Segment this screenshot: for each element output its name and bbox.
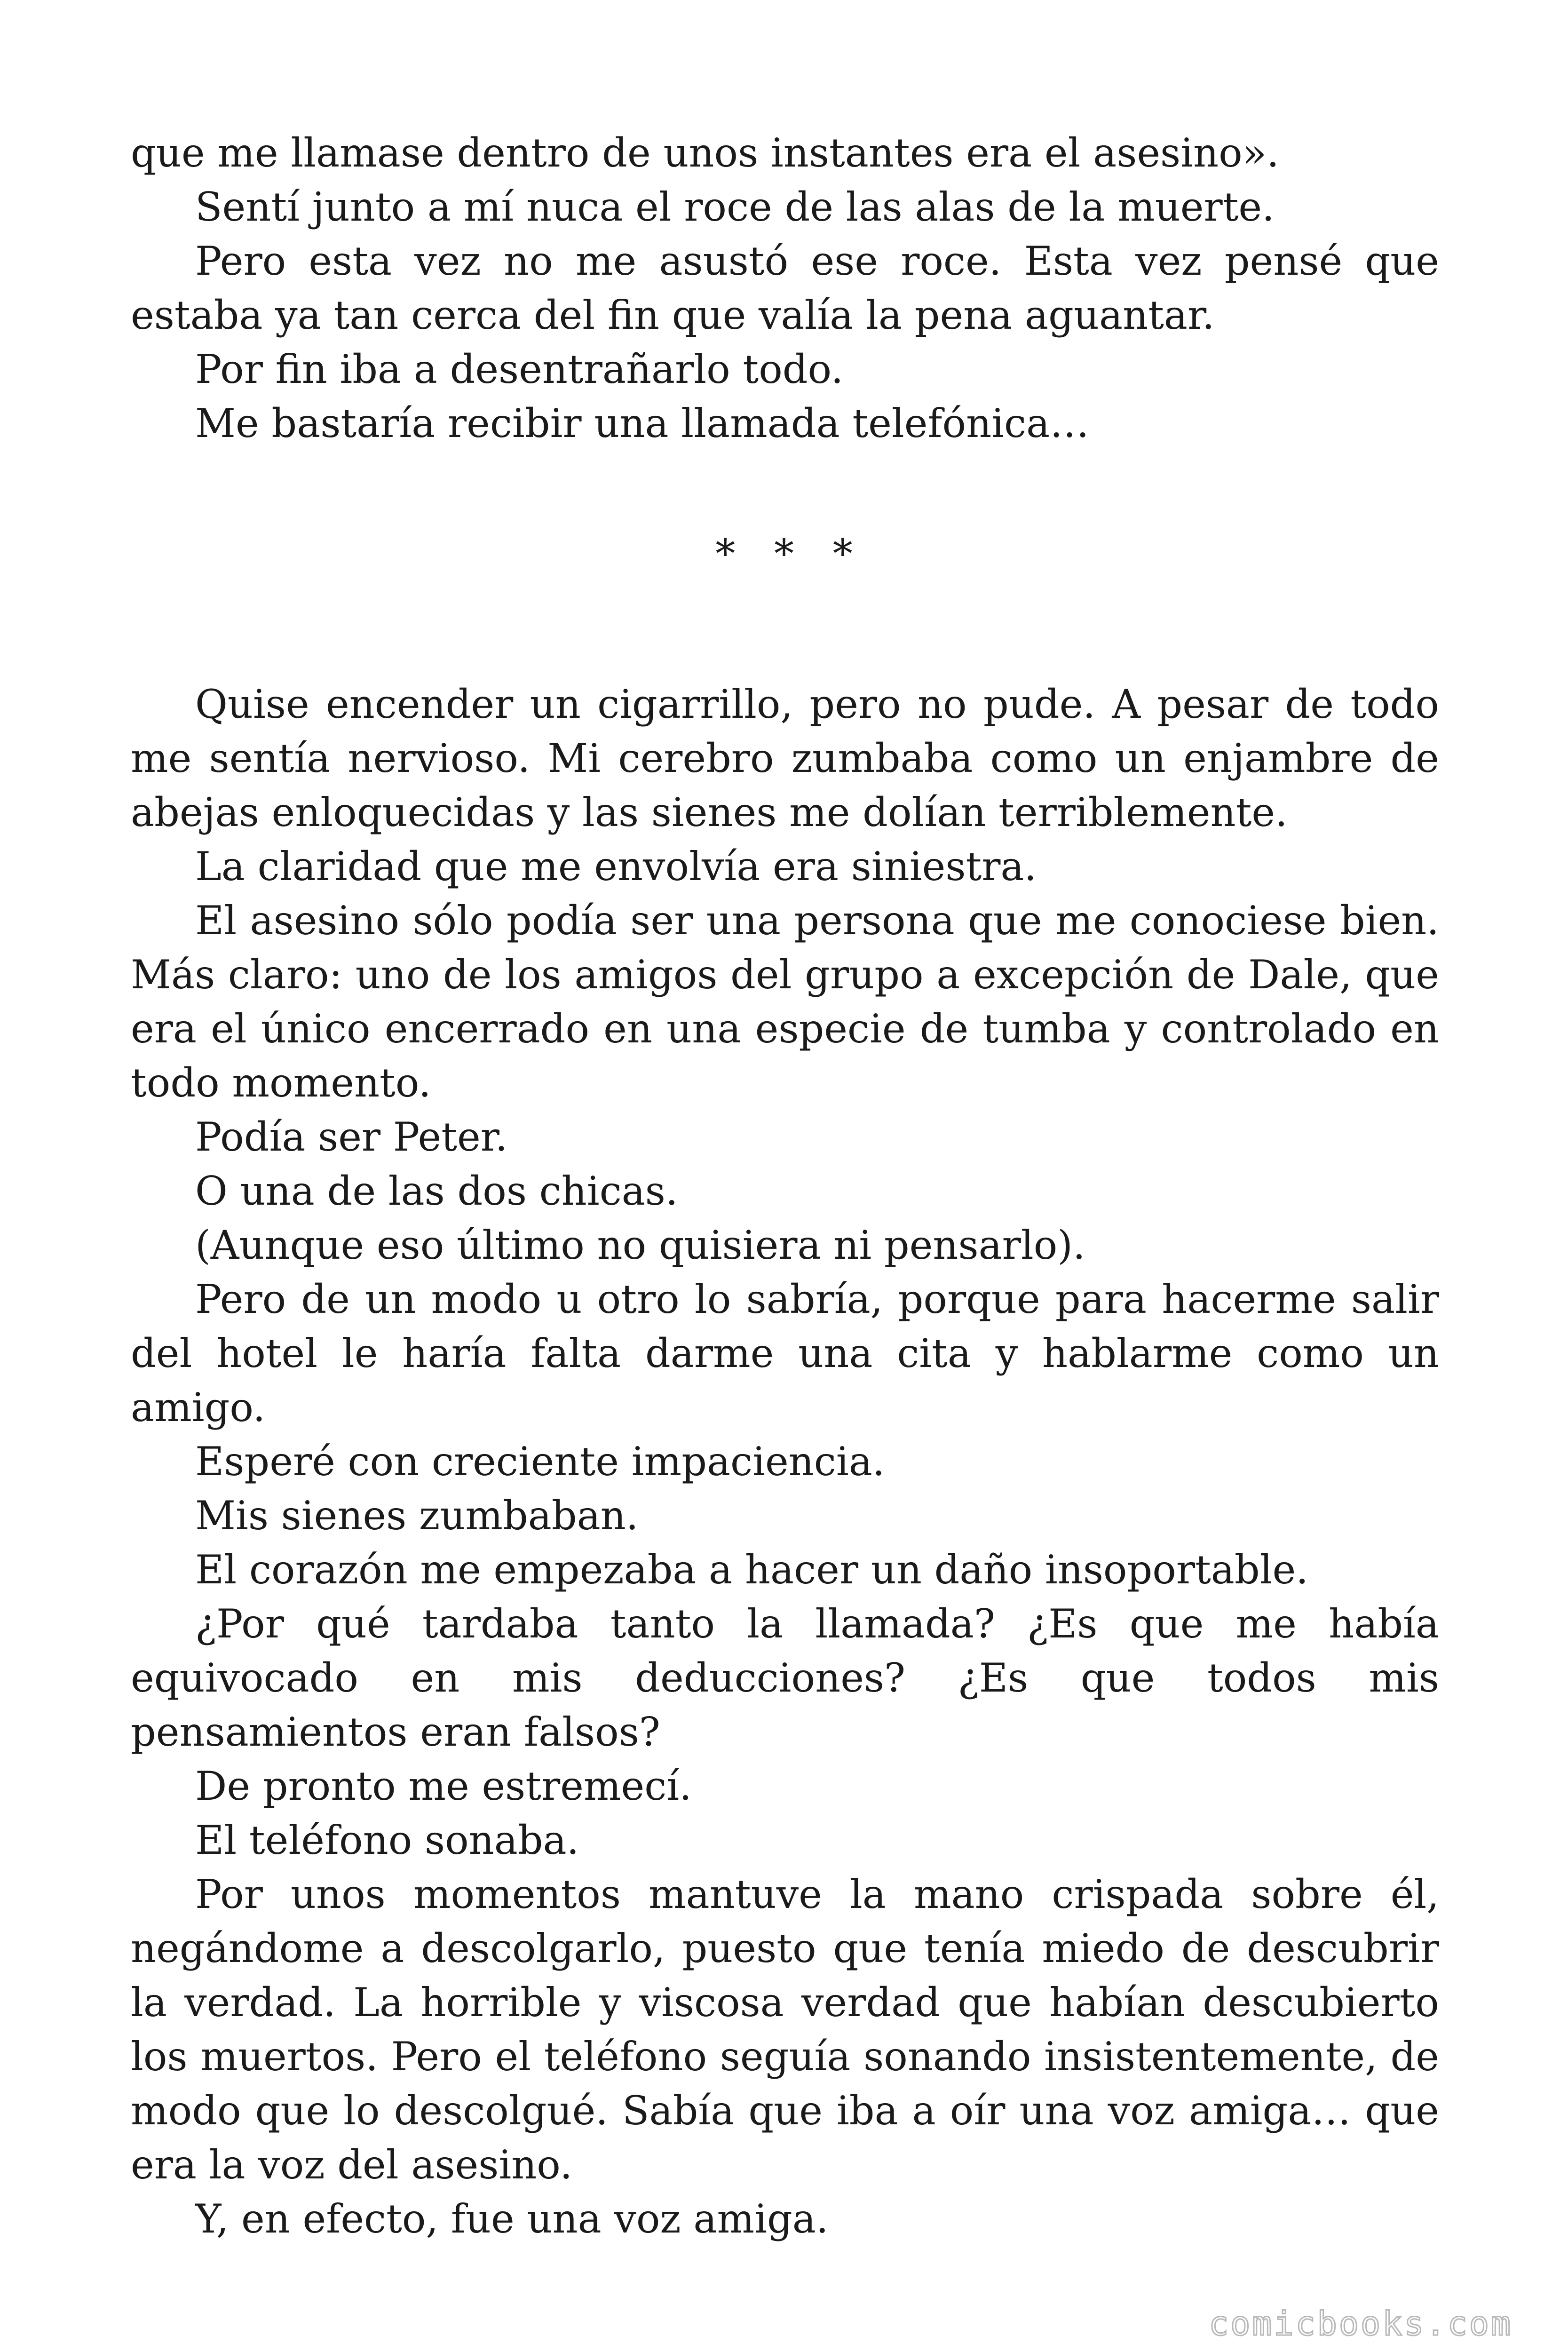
watermark: comicbooks.com — [1208, 2304, 1513, 2343]
section-separator: * * * — [715, 531, 866, 577]
paragraph: Por fin iba a desentrañarlo todo. — [195, 346, 844, 392]
text-section-1 — [131, 126, 1439, 451]
paragraph: Quise encender un cigarrillo, pero no pude. A pesar de todo me sentía nervioso. Mi cerebro zumbaba como un enjambre de abejas enloquecidas y las sienes me dolían terriblemente. — [131, 681, 1439, 835]
paragraph: O una de las dos chicas. — [195, 1168, 678, 1214]
paragraph: El asesino sólo podía ser una persona que me conociese bien. Más claro: uno de los amigos del grupo a excepción de Dale, que era el único encerrado en una especie de tumba y controlado en todo momento. — [131, 898, 1439, 1106]
paragraph: Pero esta vez no me asustó ese roce. Esta vez pensé que estaba ya tan cerca del fin que valía la pena aguantar. — [131, 238, 1439, 338]
paragraph: Mis sienes zumbaban. — [195, 1493, 639, 1539]
paragraph: El corazón me empezaba a hacer un daño insoportable. — [195, 1547, 1308, 1593]
paragraph: ¿Por qué tardaba tanto la llamada? ¿Es que me había equivocado en mis deducciones? ¿Es que todos mis pensamientos eran falsos? — [131, 1601, 1439, 1755]
paragraph: Podía ser Peter. — [195, 1114, 508, 1160]
paragraph: (Aunque eso último no quisiera ni pensarlo). — [195, 1222, 1085, 1268]
paragraph: Y, en efecto, fue una voz amiga. — [195, 2196, 829, 2242]
paragraph: Pero de un modo u otro lo sabría, porque para hacerme salir del hotel le haría falta darme una cita y hablarme como un amigo. — [131, 1276, 1439, 1430]
paragraph: Me bastaría recibir una llamada telefónica… — [195, 400, 1090, 446]
text-section-2 — [131, 677, 1439, 2246]
paragraph: El teléfono sonaba. — [195, 1817, 579, 1863]
paragraph: Esperé con creciente impaciencia. — [195, 1438, 885, 1485]
paragraph: que me llamase dentro de unos instantes era el asesino». — [131, 130, 1279, 176]
paragraph: Sentí junto a mí nuca el roce de las alas de la muerte. — [195, 184, 1275, 230]
paragraph: De pronto me estremecí. — [195, 1763, 692, 1809]
paragraph: La claridad que me envolvía era siniestra. — [195, 843, 1037, 890]
paragraph: Por unos momentos mantuve la mano crispada sobre él, negándome a descolgarlo, puesto que tenía miedo de descubrir la verdad. La horrible y viscosa verdad que habían descubierto los muertos. Pero el teléfono seguía sonando insistentemente, de modo que lo descolgué. Sabía que iba a oír una voz amiga… que era la voz del asesino. — [131, 1871, 1439, 2188]
